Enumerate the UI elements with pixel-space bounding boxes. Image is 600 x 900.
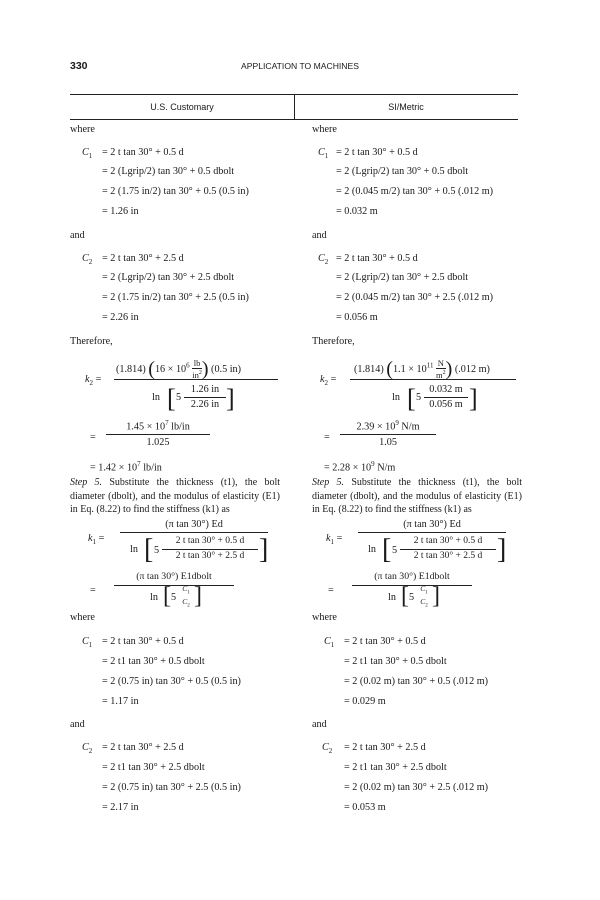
k1-inner-bar (162, 549, 258, 550)
k2-step-denominator: 1.05 (379, 437, 397, 448)
k1-symbol: $k_1$ = (88, 533, 105, 547)
k2-modulus: 1.1 × 10 (392, 364, 427, 375)
k1-ln-label: ln (368, 544, 376, 555)
k1-fraction-bar-2 (352, 585, 472, 586)
us-customary-heading: U.S. Customary (150, 102, 214, 112)
ln-fraction-bar (184, 397, 226, 398)
c1-numeric: = 2 (0.045 m/2) tan 30° + 0.5 (.012 m) (336, 186, 494, 197)
k1-five-2: 5 (171, 592, 177, 603)
ln-five: 5 (176, 392, 182, 403)
k2-symbol: $k_2$ = (320, 374, 337, 388)
c1-t1-substitution: = 2 t1 tan 30° + 0.5 dbolt (102, 656, 205, 667)
k2-unit-num: N (437, 358, 444, 369)
k2-step-exp: 7 (165, 419, 169, 427)
c1-definition-2: = 2 t tan 30° + 0.5 d (344, 636, 426, 647)
k2-numerator: (1.814) ($1.1 \times 10^{11}$ $\frac{N}{m^2}$ ) (.012 m) (354, 358, 490, 381)
step-5-title: Step 5. (312, 477, 345, 488)
c1-result-2: = 1.17 in (102, 696, 139, 707)
k2-step-unit: N/m (398, 421, 420, 433)
k2-coefficient: (1.814) (116, 364, 146, 375)
c1-result-2: = 0.029 m (344, 696, 386, 707)
k1-five: 5 (154, 545, 160, 556)
k2-step-bar (340, 434, 436, 435)
k2-modulus-exp: 11 (426, 361, 434, 370)
c2-numeric: = 2 (1.75 in/2) tan 30° + 2.5 (0.5 in) (102, 292, 249, 303)
c1-over-c2: $C_1$ $C_2$ (420, 584, 428, 608)
k1-bracket-left: [ (144, 534, 154, 565)
c1-symbol-2: $C_1$ (324, 636, 335, 650)
c2-symbol: $C_2$ (318, 253, 329, 267)
step-5-text (312, 476, 522, 517)
c2-definition: = 2 t tan 30° + 0.5 d (336, 253, 418, 264)
k1-symbol: $k_1$ = (326, 533, 343, 547)
k2-fraction-bar (350, 379, 516, 380)
ln-bracket-right: ] (226, 384, 235, 413)
c1-definition: = 2 t tan 30° + 0.5 d (102, 147, 184, 158)
and-label: and (312, 230, 327, 241)
ln-label: ln (152, 392, 160, 403)
k1-five-2: 5 (409, 592, 415, 603)
k1-fraction-bar (120, 532, 268, 533)
c2-numeric-2: = 2 (0.75 in) tan 30° + 2.5 (0.5 in) (102, 782, 241, 793)
running-head: APPLICATION TO MACHINES (241, 61, 359, 71)
c2-numeric-2: = 2 (0.02 m) tan 30° + 2.5 (.012 m) (344, 782, 489, 793)
k2-unit-den: m (436, 370, 443, 381)
k2-coefficient: (1.814) (354, 364, 384, 375)
c2-symbol: $C_2$ (82, 253, 93, 267)
therefore-label: Therefore, (312, 336, 355, 347)
and-label-2: and (70, 719, 85, 730)
c1-result: = 1.26 in (102, 206, 139, 217)
c2-definition: = 2 t tan 30° + 2.5 d (102, 253, 184, 264)
k1-ln-label-2: ln (150, 592, 158, 603)
k2-result (90, 460, 162, 473)
c2-numeric: = 2 (0.045 m/2) tan 30° + 2.5 (.012 m) (336, 292, 494, 303)
k1-bracket-left-2: [ (401, 583, 409, 609)
c1-result: = 0.032 m (336, 206, 378, 217)
step-5-title: Step 5. (70, 477, 103, 488)
ln-label: ln (392, 392, 400, 403)
k2-fraction-bar (114, 379, 278, 380)
k2-unit-den: in (192, 370, 199, 381)
k2-step-numerator (340, 419, 436, 432)
c2-definition-2: = 2 t tan 30° + 2.5 d (344, 742, 426, 753)
c1-symbol-2: $C_1$ (82, 636, 93, 650)
c1-definition: = 2 t tan 30° + 0.5 d (336, 147, 418, 158)
c2-result: = 0.056 m (336, 312, 378, 323)
k1-bracket-right: ] (259, 534, 269, 565)
k2-step-denominator: 1.025 (146, 437, 170, 448)
ln-denominator: 0.056 m (429, 399, 463, 410)
k1-inner-numerator: 2 t tan 30° + 0.5 d (175, 536, 245, 546)
c1-numeric: = 2 (1.75 in/2) tan 30° + 0.5 (0.5 in) (102, 186, 249, 197)
c2-result-2: = 2.17 in (102, 802, 139, 813)
ln-bracket-right: ] (469, 384, 478, 413)
c1-numeric-2: = 2 (0.75 in) tan 30° + 0.5 (0.5 in) (102, 676, 241, 687)
k1-equals: = (328, 585, 334, 596)
k2-symbol: $k_2$ = (85, 374, 102, 388)
c1-symbol: $C_1$ (318, 147, 329, 161)
k2-result-exp: 9 (371, 460, 375, 468)
c2-result: = 2.26 in (102, 312, 139, 323)
k1-inner-denominator: 2 t tan 30° + 2.5 d (413, 551, 483, 561)
k1-bracket-left: [ (382, 534, 392, 565)
k1-numerator: (π tan 30°) Ed (165, 519, 223, 530)
k1-numerator: (π tan 30°) Ed (403, 519, 461, 530)
k1-numerator-2: (π tan 30°) E1dbolt (136, 571, 212, 582)
k2-step-value: 1.45 × 10 (126, 421, 166, 433)
si-metric-heading: SI/Metric (388, 102, 424, 112)
ln-fraction-bar (424, 397, 468, 398)
and-label: and (70, 230, 85, 241)
c1-t1-substitution: = 2 t1 tan 30° + 0.5 dbolt (344, 656, 447, 667)
equals-sign: = (324, 432, 330, 443)
where-label-2: where (312, 612, 337, 623)
table-heading-rule (70, 119, 518, 120)
ln-bracket-left: [ (167, 384, 176, 413)
c2-symbol-2: $C_2$ (82, 742, 93, 756)
where-label: where (70, 124, 95, 135)
k2-result-value: = 1.42 × 10 (90, 462, 138, 474)
k2-unit-num: lb (193, 358, 201, 369)
c1-substitution: = 2 (Lgrip/2) tan 30° + 0.5 dbolt (102, 166, 235, 177)
k1-ln-label-2: ln (388, 592, 396, 603)
c1-symbol: $C_1$ (82, 147, 93, 161)
k2-step-bar (106, 434, 210, 435)
c1-substitution: = 2 (Lgrip/2) tan 30° + 0.5 dbolt (336, 166, 469, 177)
k2-result-unit: N/m (374, 462, 396, 474)
equals-sign: = (90, 432, 96, 443)
step-5-body: Substitute the thickness (t1), the bolt diameter (dbolt), and the modulus of elasticity (E1) in Eq. (8.22) to find the stiffness (k1) as (70, 477, 281, 516)
ln-numerator: 0.032 m (429, 384, 463, 395)
k2-numerator: (1.814) ($16 \times 10^6$ $\frac{lb}{in^2}$ ) (0.5 in) (116, 358, 242, 381)
therefore-label: Therefore, (70, 336, 113, 347)
where-label: where (312, 124, 337, 135)
ln-five: 5 (416, 392, 422, 403)
k1-fraction-bar (358, 532, 506, 533)
k2-step-numerator (106, 419, 210, 432)
c2-result-2: = 0.053 m (344, 802, 386, 813)
c2-substitution: = 2 (Lgrip/2) tan 30° + 2.5 dbolt (102, 272, 235, 283)
k2-step-unit: lb/in (168, 421, 190, 433)
c2-substitution: = 2 (Lgrip/2) tan 30° + 2.5 dbolt (336, 272, 469, 283)
c1-numeric-2: = 2 (0.02 m) tan 30° + 0.5 (.012 m) (344, 676, 489, 687)
k1-inner-denominator: 2 t tan 30° + 2.5 d (175, 551, 245, 561)
c2-symbol-2: $C_2$ (322, 742, 333, 756)
k2-result (324, 460, 395, 473)
k1-ln-label: ln (130, 544, 138, 555)
k1-bracket-right-2: ] (432, 583, 440, 609)
k1-bracket-right: ] (497, 534, 507, 565)
k1-equals: = (90, 585, 96, 596)
k1-fraction-bar-2 (114, 585, 234, 586)
page-number: 330 (70, 60, 88, 72)
k2-modulus: 16 × 10 (154, 364, 187, 375)
k1-inner-numerator: 2 t tan 30° + 0.5 d (413, 536, 483, 546)
k1-bracket-left-2: [ (163, 583, 171, 609)
ln-bracket-left: [ (407, 384, 416, 413)
c1-definition-2: = 2 t tan 30° + 0.5 d (102, 636, 184, 647)
k1-bracket-right-2: ] (194, 583, 202, 609)
k1-numerator-2: (π tan 30°) E1dbolt (374, 571, 450, 582)
c2-definition-2: = 2 t tan 30° + 2.5 d (102, 742, 184, 753)
k2-result-unit: lb/in (140, 462, 162, 474)
c1-over-c2: $C_1$ $C_2$ (182, 584, 190, 608)
c2-t1-substitution: = 2 t1 tan 30° + 2.5 dbolt (344, 762, 447, 773)
k2-result-value: = 2.28 × 10 (324, 462, 372, 474)
k1-inner-bar (400, 549, 496, 550)
c2-t1-substitution: = 2 t1 tan 30° + 2.5 dbolt (102, 762, 205, 773)
ln-numerator: 1.26 in (190, 384, 220, 395)
step-5-text (70, 476, 280, 517)
k2-modulus-exp: 6 (186, 361, 190, 370)
k2-diameter: (.012 m) (454, 364, 490, 375)
step-5-body: Substitute the thickness (t1), the bolt diameter (dbolt), and the modulus of elasticity (E1) in Eq. (8.22) to find the stiffness (k1) as (312, 477, 523, 516)
k2-step-value: 2.39 × 10 (356, 421, 396, 433)
where-label-2: where (70, 612, 95, 623)
k2-step-exp: 9 (395, 419, 399, 427)
k2-diameter: (0.5 in) (211, 364, 242, 375)
k2-result-exp: 7 (137, 460, 141, 468)
k1-five: 5 (392, 545, 398, 556)
and-label-2: and (312, 719, 327, 730)
ln-denominator: 2.26 in (190, 399, 220, 410)
